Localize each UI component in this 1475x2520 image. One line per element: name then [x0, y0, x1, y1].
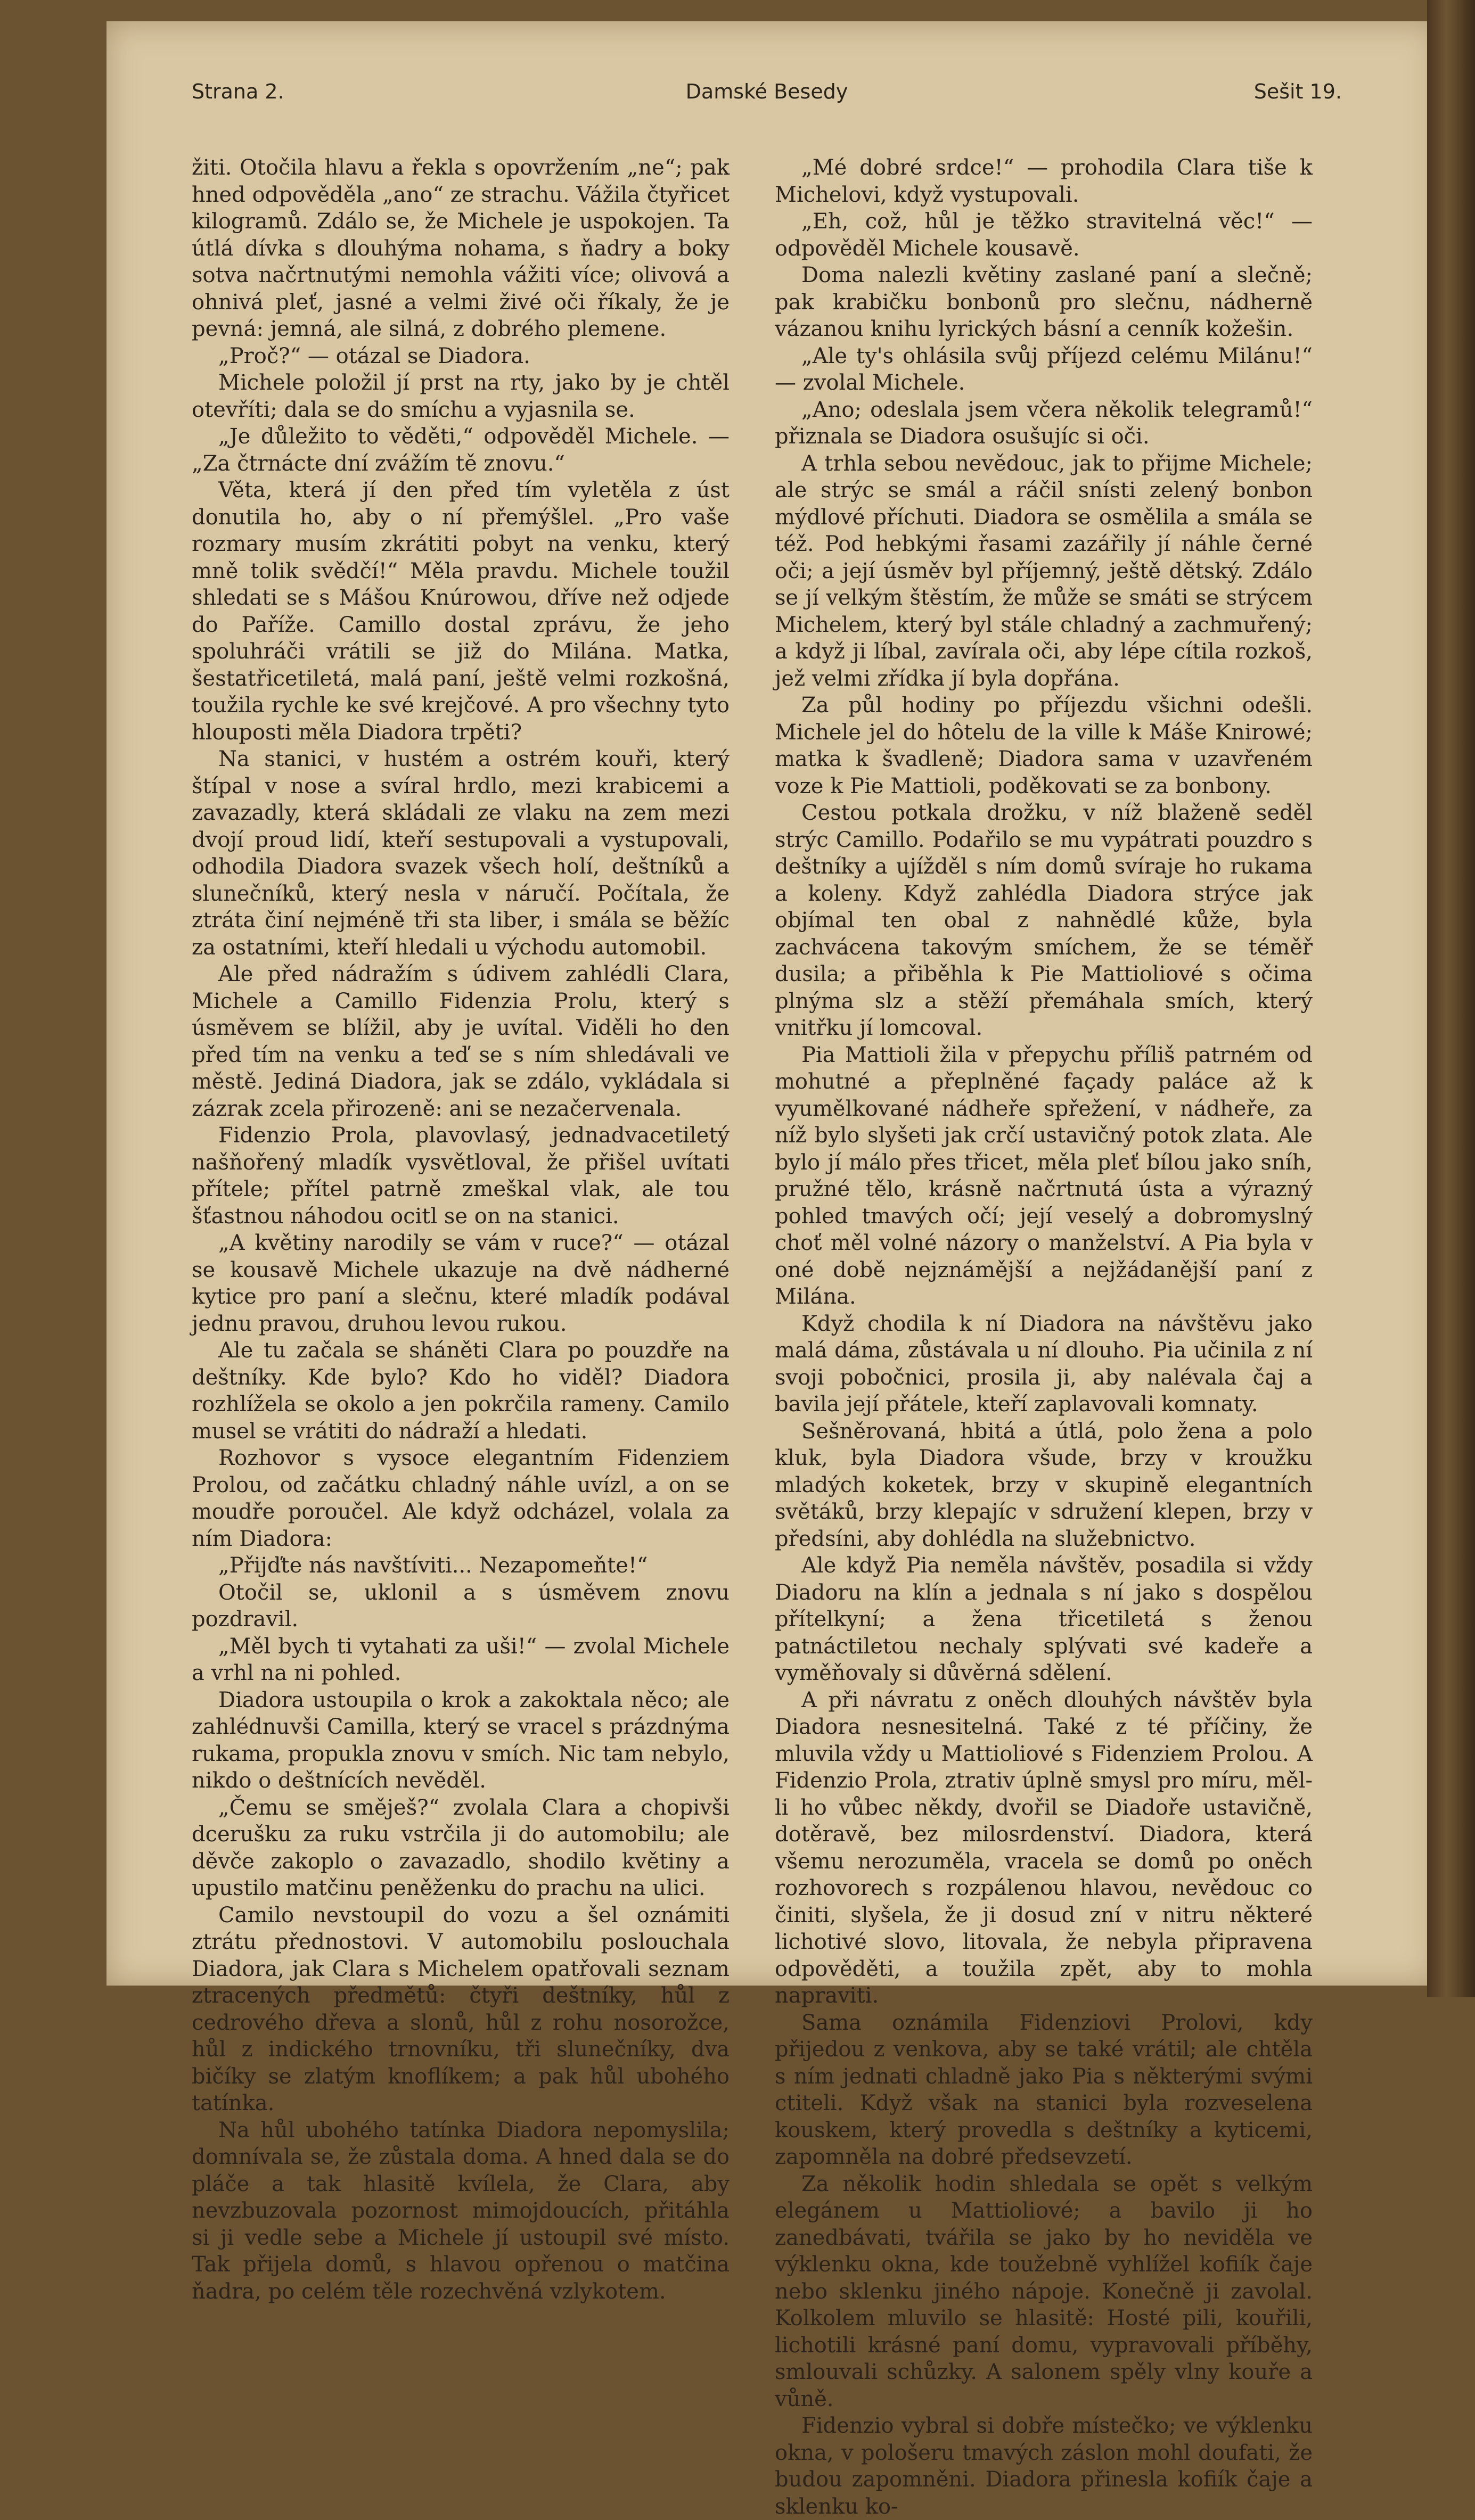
text-column-right — [775, 154, 1313, 2520]
paragraph: Fidenzio vybral si dobře místečko; ve výklenku okna, v pološeru tmavých záslon mohl doufati, že budou zapomněni. Diadora přinesla kofiík čaje a sklenku ko- — [775, 2414, 1313, 2519]
paragraph: „Ano; odeslala jsem včera několik telegramů!“ přiznala se Diadora osušujíc si oči. — [775, 397, 1313, 449]
paragraph: „Proč?“ — otázal se Diadora. — [218, 343, 530, 368]
paragraph: „Přijďte nás navštíviti... Nezapomeňte!“ — [218, 1553, 648, 1578]
paragraph: Sešněrovaná, hbitá a útlá, polo žena a polo kluk, byla Diadora všude, brzy v kroužku mladých koketek, brzy v skupině elegantních světáků, brzy klepajíc v sdružení klepen, brzy v předsíni, aby dohlédla na služebnictvo. — [775, 1419, 1313, 1551]
paragraph: Když chodila k ní Diadora na návštěvu jako malá dáma, zůstávala u ní dlouho. Pia učinila z ní svoji pobočnici, prosila ji, aby nalévala čaj a bavila její přátele, kteří zaplavovali komnaty. — [775, 1311, 1313, 1417]
page-number: Strana 2. — [192, 80, 284, 103]
paragraph: Cestou potkala drožku, v níž blaženě seděl strýc Camillo. Podařilo se mu vypátrati pouzdro s deštníky a ujížděl s ním domů svíraje ho rukama a koleny. Když zahlédla Diadora strýce jak objímal ten obal z nahnědlé kůže, byla zachvácena takovým smíchem, že se téměř dusila; a přiběhla k Pie Mattioliové s očima plnýma slz a stěží přemáhala smích, který vnitřku jí lomcoval. — [775, 801, 1313, 1040]
paragraph: „A květiny narodily se vám v ruce?“ — otázal se kousavě Michele ukazuje na dvě nádherné kytice pro paní a slečnu, které mladík podával jednu pravou, druhou levou rukou. — [192, 1231, 730, 1336]
paragraph: Diadora ustoupila o krok a zakoktala něco; ale zahlédnuvši Camilla, který se vracel s prázdnýma rukama, propukla znovu v smích. Nic tam nebylo, nikdo o deštnících nevěděl. — [192, 1687, 730, 1793]
paragraph: „Mé dobré srdce!“ — prohodila Clara tiše k Michelovi, když vystupovali. — [775, 155, 1313, 207]
magazine-page — [106, 21, 1438, 2519]
page-edge — [1427, 0, 1475, 1997]
paragraph: „Měl bych ti vytahati za uši!“ — zvolal Michele a vrhl na ni pohled. — [192, 1634, 730, 1685]
paragraph: „Čemu se směješ?“ zvolala Clara a chopivši dcerušku za ruku vstrčila ji do automobilu; ale děvče zakoplo o zavazadlo, shodilo květiny a upustilo matčinu peněženku do prachu na ulici. — [192, 1795, 730, 1900]
page-header — [192, 80, 1342, 122]
paragraph: „Ale ty's ohlásila svůj příjezd celému Milánu!“ — zvolal Michele. — [775, 343, 1313, 395]
paragraph: Věta, která jí den před tím vyletěla z úst donutila ho, aby o ní přemýšlel. „Pro vaše rozmary musím zkrátiti pobyt na venku, který mně tolik svědčí!“ Měla pravdu. Michele toužil shledati se s Mášou Knúrowou, dříve než odjede do Paříže. Camillo dostal zprávu, že jeho spoluhráči vrátili se již do Milána. Matka, šestatřicetiletá, malá paní, ještě velmi rozkošná, toužila rychle ke své krejčové. A pro všechny tyto hlouposti měla Diadora trpěti? — [192, 478, 730, 745]
paragraph: Za několik hodin shledala se opět s velkým elegánem u Mattioliové; a bavilo ji ho zanedbávati, tvářila se jako by ho neviděla ve výklenku okna, kde toužebně vyhlížel kofiík čaje nebo sklenku jiného nápoje. Konečně ji zavolal. Kolkolem mluvilo se hlasitě: Hosté pili, kouřili, lichotili krásné paní domu, vypravovali příběhy, smlouvali schůzky. A salonem spěly vlny kouře a vůně. — [775, 2171, 1313, 2411]
paragraph: Fidenzio Prola, plavovlasý, jednadvacetiletý našňořený mladík vysvětloval, že přišel uvítati přítele; přítel patrně zmeškal vlak, ale tou šťastnou náhodou ocitl se on na stanici. — [192, 1123, 730, 1229]
paragraph: A při návratu z oněch dlouhých návštěv byla Diadora nesnesitelná. Také z té příčiny, že mluvila vždy u Mattioliové s Fidenziem Prolou. A Fidenzio Prola, ztrativ úplně smysl pro míru, měl-li ho vůbec někdy, dvořil se Diadoře ustavičně, dotěravě, bez milosrdenství. Diadora, která všemu nerozuměla, vracela se domů po oněch rozhovorech s rozpálenou hlavou, nevědouc co činiti, slyšela, že ji dosud zní v nitru některé lichotivé slovo, litovala, že nebyla připravena odpověděti, a toužila zpět, aby to mohla napraviti. — [775, 1687, 1313, 2008]
paragraph: Sama oznámila Fidenziovi Prolovi, kdy přijedou z venkova, aby se také vrátil; ale chtěla s ním jednati chladně jako Pia s některými svými ctiteli. Když však na stanici byla rozveselena kouskem, který provedla s deštníky a kyticemi, zapomněla na dobré předsevzetí. — [775, 2010, 1313, 2169]
paragraph: Ale když Pia neměla návštěv, posadila si vždy Diadoru na klín a jednala s ní jako s dospělou přítelkyní; a žena třicetiletá s ženou patnáctiletou nechaly splývati své kadeře a vyměňovaly si důvěrná sdělení. — [775, 1553, 1313, 1685]
paragraph: Otočil se, uklonil a s úsměvem znovu pozdravil. — [192, 1580, 730, 1632]
paragraph: Ale tu začala se sháněti Clara po pouzdře na deštníky. Kde bylo? Kdo ho viděl? Diadora rozhlížela se okolo a jen pokrčila rameny. Camilo musel se vrátiti do nádraží a hledati. — [192, 1338, 730, 1444]
paragraph: Na stanici, v hustém a ostrém kouři, který štípal v nose a svíral hrdlo, mezi krabicemi a zavazadly, která skládali ze vlaku na zem mezi dvojí proud lidí, kteří sestupovali a vystupovali, odhodila Diadora svazek všech holí, deštníků a slunečníků, který nesla v náručí. Počítala, že ztráta činí nejméně tři sta liber, i smála se běžíc za ostatními, kteří hledali u východu automobil. — [192, 747, 730, 960]
paragraph: žiti. Otočila hlavu a řekla s opovržením „ne“; pak hned odpověděla „ano“ ze strachu. Vážila čtyřicet kilogramů. Zdálo se, že Michele je uspokojen. Ta útlá dívka s dlouhýma nohama, s ňadry a boky sotva načrtnutými nemohla vážiti více; olivová a ohnivá pleť, jasné a velmi živé oči říkaly, že je pevná: jemná, ale silná, z dobrého plemene. — [192, 155, 730, 341]
paragraph: Pia Mattioli žila v přepychu příliš patrném od mohutné a přeplněné façady paláce až k vyumělkované nádheře spřežení, v nádheře, za níž bylo slyšeti jak crčí ustavičný potok zlata. Ale bylo jí málo přes třicet, měla pleť bílou jako sníh, pružné tělo, krásně načrtnutá ústa a výrazný pohled tmavých očí; její veselý a dobromyslný choť měl volné názory o manželství. A Pia byla v oné době nejznámější a nejžádanější paní z Milána. — [775, 1042, 1313, 1309]
paragraph: „Je důležito to věděti,“ odpověděl Michele. — „Za čtrnácte dní zvážím tě znovu.“ — [192, 424, 730, 476]
paragraph: Camilo nevstoupil do vozu a šel oznámiti ztrátu přednostovi. V automobilu poslouchala Diadora, jak Clara s Michelem opatřovali seznam ztracených předmětů: čtyři deštníky, hůl z cedrového dřeva a slonů, hůl z rohu nosorožce, hůl z indického trnovníku, tři slunečníky, dva bičíky se zlatým knoflíkem; a pak hůl ubohého tatínka. — [192, 1903, 730, 2115]
magazine-title: Damské Besedy — [685, 80, 848, 103]
paragraph: Ale před nádražím s údivem zahlédli Clara, Michele a Camillo Fidenzia Prolu, který s úsměvem se blížil, aby je uvítal. Viděli ho den před tím na venku a teď se s ním shledávali ve městě. Jediná Diadora, jak se zdálo, vykládala si zázrak zcela přirozeně: ani se nezačervenala. — [192, 962, 730, 1121]
paragraph: „Eh, což, hůl je těžko stravitelná věc!“ — odpověděl Michele kousavě. — [775, 209, 1313, 261]
paragraph: Michele položil jí prst na rty, jako by je chtěl otevříti; dala se do smíchu a vyjasnila se. — [192, 370, 730, 422]
text-column-left — [192, 154, 730, 2305]
paragraph: A trhla sebou nevědouc, jak to přijme Michele; ale strýc se smál a ráčil snísti zelený bonbon mýdlové příchuti. Diadora se osmělila a smála se též. Pod hebkými řasami zazářily jí náhle černé oči; a její úsměv byl příjemný, ještě dětský. Zdálo se jí velkým štěstím, že může se smáti se strýcem Michelem, který byl stále chladný a zachmuřený; a když ji líbal, zavírala oči, aby lépe cítila rozkoš, jež velmi zřídka jí byla dopřána. — [775, 451, 1313, 691]
paragraph: Za půl hodiny po příjezdu všichni odešli. Michele jel do hôtelu de la ville k Máše Knirowé; matka k švadleně; Diadora sama v uzavřeném voze k Pie Mattioli, poděkovati se za bonbony. — [775, 693, 1313, 798]
paragraph: Na hůl ubohého tatínka Diadora nepomyslila; domnívala se, že zůstala doma. A hned dala se do pláče a tak hlasitě kvílela, že Clara, aby nevzbuzovala pozornost mimojdoucích, přitáhla si ji vedle sebe a Michele jí ustoupil své místo. Tak přijela domů, s hlavou opřenou o matčina ňadra, po celém těle rozechvěná vzlykotem. — [192, 2118, 730, 2304]
issue-number: Sešit 19. — [1253, 80, 1342, 103]
paragraph: Doma nalezli květiny zaslané paní a slečně; pak krabičku bonbonů pro slečnu, nádherně vázanou knihu lyrických básní a cenník kožešin. — [775, 263, 1313, 341]
paragraph: Rozhovor s vysoce elegantním Fidenziem Prolou, od začátku chladný náhle uvízl, a on se moudře poroučel. Ale když odcházel, volala za ním Diadora: — [192, 1446, 730, 1551]
